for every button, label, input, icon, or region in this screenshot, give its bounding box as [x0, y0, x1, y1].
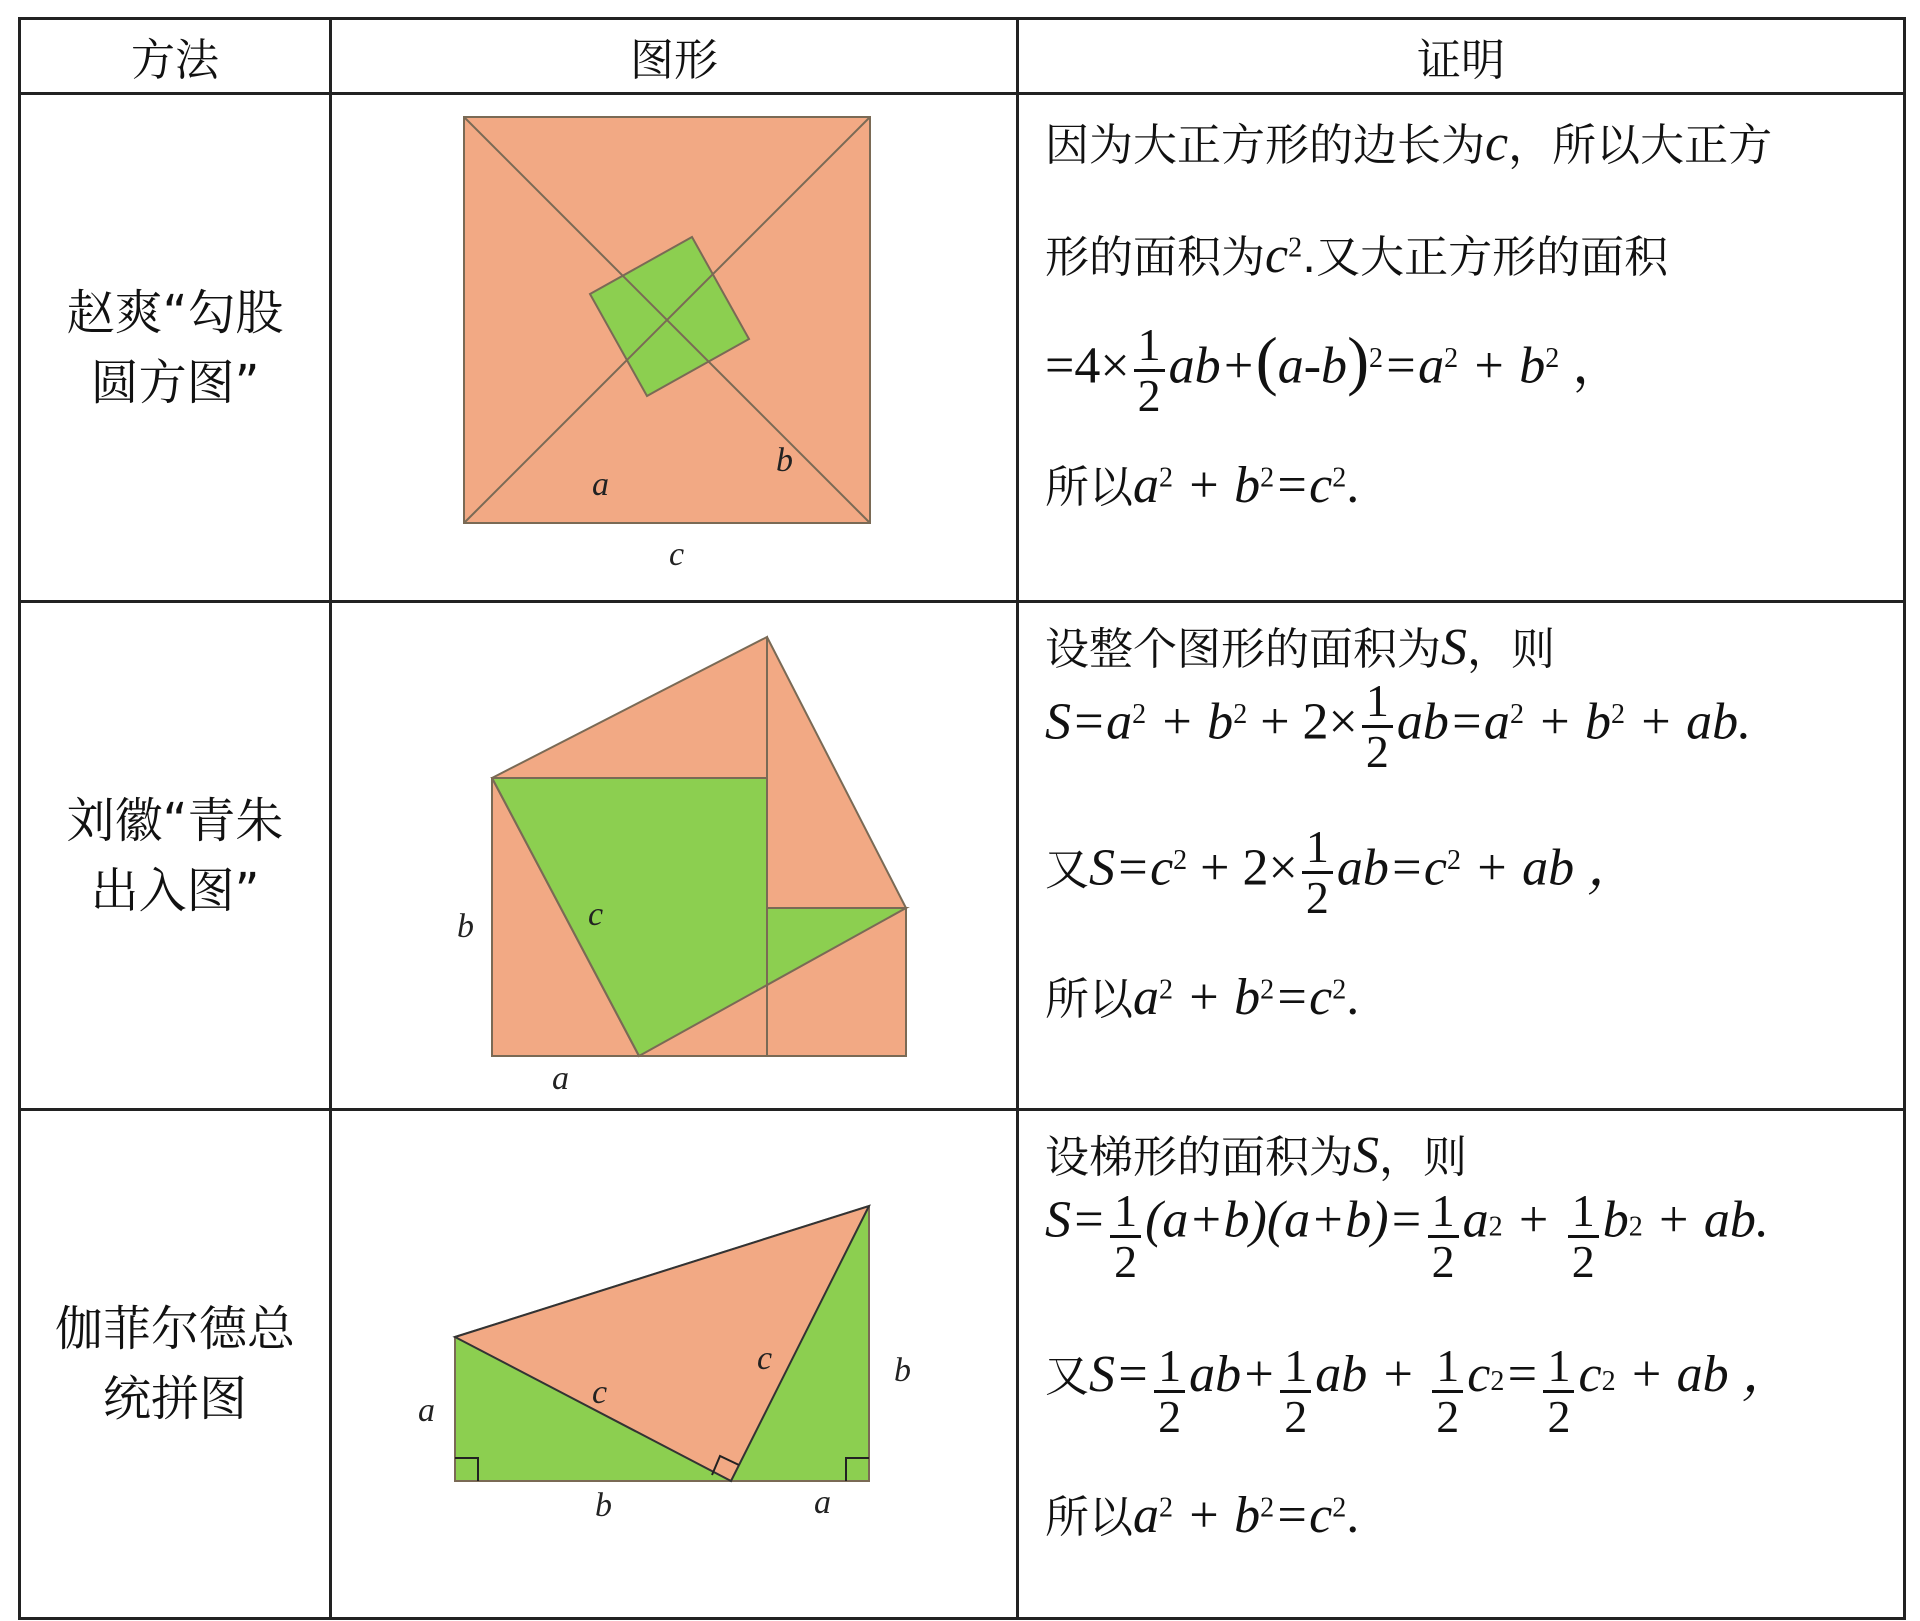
formula-part: + ab. — [1625, 693, 1752, 751]
formula-part: =c — [1274, 969, 1333, 1026]
proof-cell — [1018, 602, 1905, 1110]
formula-part: = — [1504, 1346, 1540, 1403]
exponent: 2 — [1260, 1492, 1275, 1524]
formula-part: ab + — [1315, 1346, 1429, 1403]
exponent: 2 — [1447, 844, 1461, 876]
method-line-2: 统拼图 — [102, 1371, 247, 1427]
proof-line — [1045, 451, 1893, 515]
formula-part: + b — [1173, 1487, 1261, 1544]
figure-cell — [331, 602, 1018, 1110]
fraction — [1428, 1187, 1459, 1286]
proof-text: 所以 — [1045, 974, 1133, 1025]
label-b: b — [457, 908, 474, 945]
proof-text: 又 — [1045, 1351, 1089, 1402]
formula-part: b — [1602, 1191, 1629, 1249]
proof-text: 设整个图形的面积为 — [1045, 624, 1441, 675]
fraction — [1280, 1339, 1311, 1442]
formula-part: =c — [1274, 457, 1333, 514]
formula-part: ， — [1559, 337, 1625, 395]
label-a: a — [552, 1060, 569, 1097]
formula-part: . — [1346, 457, 1360, 514]
formula-part: a — [1462, 1191, 1489, 1249]
exponent: 2 — [1159, 462, 1173, 494]
exponent: 2 — [1488, 1211, 1503, 1243]
proof-table — [18, 17, 1906, 1620]
exponent: 2 — [1132, 698, 1147, 730]
paren: ( — [1255, 324, 1278, 398]
fraction-numerator: 1 — [1154, 1342, 1185, 1393]
formula-part: + b — [1523, 693, 1612, 751]
method-cell — [20, 1110, 331, 1619]
formula-part: + b — [1458, 337, 1546, 395]
formula-part: S=a — [1045, 693, 1133, 751]
orange-region — [767, 637, 906, 1056]
proof-text: 所以 — [1045, 1492, 1133, 1543]
proof-formula — [1045, 677, 1893, 823]
formula-part: S= — [1045, 1191, 1107, 1249]
fraction — [1543, 1339, 1574, 1442]
formula-part: a — [1133, 969, 1159, 1026]
fraction — [1134, 321, 1165, 420]
exponent: 2 — [1628, 1211, 1643, 1243]
proof-table-container — [18, 17, 1903, 1605]
figure-cell — [331, 94, 1018, 602]
method-line-1: 伽菲尔德总 — [54, 1301, 295, 1357]
formula-part: + 2× — [1187, 839, 1298, 897]
exponent: 2 — [1260, 462, 1275, 494]
method-cell — [20, 602, 331, 1110]
exponent: 2 — [1159, 1492, 1173, 1524]
method-line-1: 赵爽“勾股 — [66, 284, 284, 341]
fraction-denominator: 2 — [1284, 1390, 1308, 1442]
fraction-numerator: 1 — [1428, 1187, 1459, 1238]
figure-cell — [331, 1110, 1018, 1619]
formula-part: a-b — [1277, 337, 1348, 395]
proof-text: 因为大正方形的边长为 — [1045, 120, 1485, 171]
proof-line — [1045, 1121, 1893, 1187]
fraction — [1568, 1187, 1599, 1286]
proof-text: 形的面积为 — [1045, 232, 1265, 283]
garfield-diagram — [332, 1111, 1019, 1617]
method-line-2: 圆方图” — [90, 354, 260, 411]
label-a: a — [418, 1392, 435, 1429]
exponent: 2 — [1233, 698, 1248, 730]
formula-part: ab=a — [1396, 693, 1510, 751]
method-line-2: 出入图” — [90, 862, 260, 919]
fraction — [1432, 1339, 1463, 1442]
fraction-denominator: 2 — [1571, 1236, 1595, 1287]
fraction-denominator: 2 — [1305, 872, 1329, 923]
exponent: 2 — [1509, 698, 1524, 730]
proof-text: 又 — [1045, 844, 1089, 896]
fraction-numerator: 1 — [1362, 677, 1393, 728]
formula-part: a — [1133, 1487, 1159, 1544]
exponent: 2 — [1288, 232, 1303, 264]
formula-part: + b — [1173, 969, 1261, 1026]
row-zhao-shuang — [20, 94, 1905, 602]
exponent: 2 — [1332, 1492, 1347, 1524]
label-c: c — [669, 536, 685, 573]
fraction-denominator: 2 — [1547, 1390, 1571, 1442]
row-garfield — [20, 1110, 1905, 1619]
row-liu-hui — [20, 602, 1905, 1110]
formula-part: ab=c — [1336, 839, 1447, 897]
proof-text: ，所以大正方 — [1508, 120, 1773, 171]
proof-text: 设梯形的面积为 — [1045, 1132, 1353, 1183]
formula-part: + — [1502, 1191, 1564, 1249]
formula-part: c — [1578, 1346, 1602, 1403]
formula-part: ab+ — [1168, 337, 1256, 395]
proof-line — [1045, 963, 1893, 1027]
exponent: 2 — [1601, 1366, 1616, 1397]
exponent: 2 — [1332, 462, 1347, 494]
header-proof: 证明 — [1018, 19, 1905, 94]
proof-line — [1045, 1481, 1893, 1545]
formula-part: + b — [1173, 457, 1261, 514]
fraction-denominator: 2 — [1137, 370, 1161, 421]
proof-formula — [1045, 823, 1893, 963]
method-line-1: 刘徽“青朱 — [66, 792, 284, 849]
formula-part: + 2× — [1247, 693, 1358, 751]
proof-var: c — [1265, 227, 1289, 284]
formula-part: + ab ， — [1615, 1346, 1794, 1403]
formula-part: c — [1467, 1346, 1491, 1403]
fraction-numerator: 1 — [1302, 823, 1333, 874]
proof-text: ，则 — [1467, 624, 1555, 675]
label-b: b — [595, 1487, 612, 1524]
fraction-numerator: 1 — [1568, 1187, 1599, 1238]
fraction — [1110, 1187, 1141, 1286]
formula-part: =c — [1274, 1487, 1333, 1544]
fraction-numerator: 1 — [1110, 1187, 1141, 1238]
formula-part: (a+b)(a+b)= — [1145, 1191, 1424, 1249]
proof-line — [1045, 613, 1893, 677]
proof-text: 所以 — [1045, 462, 1133, 513]
formula-part: =4× — [1045, 337, 1130, 395]
fraction-numerator: 1 — [1280, 1342, 1311, 1393]
formula-part: ab+ — [1189, 1346, 1277, 1403]
proof-text: ，则 — [1379, 1132, 1467, 1183]
formula-part: S=c — [1089, 839, 1174, 897]
fraction-denominator: 2 — [1436, 1390, 1460, 1442]
method-cell — [20, 94, 331, 602]
label-b: b — [776, 442, 793, 479]
label-a: a — [592, 466, 609, 503]
proof-var: S — [1441, 619, 1467, 676]
proof-cell — [1018, 1110, 1905, 1619]
header-figure: 图形 — [331, 19, 1018, 94]
fraction-denominator: 2 — [1114, 1236, 1138, 1287]
exponent: 2 — [1159, 974, 1173, 1006]
fraction-denominator: 2 — [1158, 1390, 1182, 1442]
proof-line — [1045, 221, 1893, 321]
proof-line — [1045, 105, 1893, 221]
formula-part: + ab ， — [1461, 839, 1640, 897]
fraction-numerator: 1 — [1134, 321, 1165, 372]
zhao-shuang-diagram — [332, 95, 1019, 600]
formula-part: =a — [1383, 337, 1445, 395]
proof-formula — [1045, 1187, 1893, 1331]
fraction — [1362, 677, 1393, 776]
label-c: c — [588, 896, 604, 933]
fraction-denominator: 2 — [1365, 726, 1389, 777]
fraction — [1154, 1339, 1185, 1442]
exponent: 2 — [1260, 974, 1275, 1006]
exponent: 2 — [1490, 1366, 1505, 1397]
proof-var: c — [1485, 115, 1509, 172]
formula-part: . — [1346, 1487, 1360, 1544]
proof-formula — [1045, 321, 1893, 451]
formula-part: + ab. — [1642, 1191, 1769, 1249]
exponent: 2 — [1332, 974, 1347, 1006]
formula-part: S= — [1089, 1346, 1151, 1403]
formula-part: + b — [1146, 693, 1234, 751]
label-a: a — [814, 1484, 831, 1521]
fraction-numerator: 1 — [1543, 1342, 1574, 1393]
formula-part: a — [1133, 457, 1159, 514]
fraction-denominator: 2 — [1431, 1236, 1455, 1287]
proof-var: S — [1353, 1127, 1379, 1184]
proof-formula — [1045, 1331, 1893, 1481]
label-c: c — [757, 1340, 773, 1377]
proof-cell — [1018, 94, 1905, 602]
exponent: 2 — [1173, 844, 1188, 876]
exponent: 2 — [1611, 698, 1626, 730]
label-b: b — [894, 1352, 911, 1389]
fraction — [1302, 823, 1333, 922]
exponent: 2 — [1545, 342, 1560, 374]
exponent: 2 — [1444, 342, 1459, 374]
proof-text: .又大正方形的面积 — [1302, 232, 1669, 283]
formula-part: . — [1346, 969, 1360, 1026]
label-c: c — [592, 1374, 608, 1411]
header-method: 方法 — [20, 19, 331, 94]
exponent: 2 — [1369, 342, 1384, 374]
header-row — [20, 19, 1905, 94]
paren: ) — [1347, 324, 1370, 398]
liu-hui-diagram — [332, 603, 1019, 1108]
fraction-numerator: 1 — [1432, 1342, 1463, 1393]
